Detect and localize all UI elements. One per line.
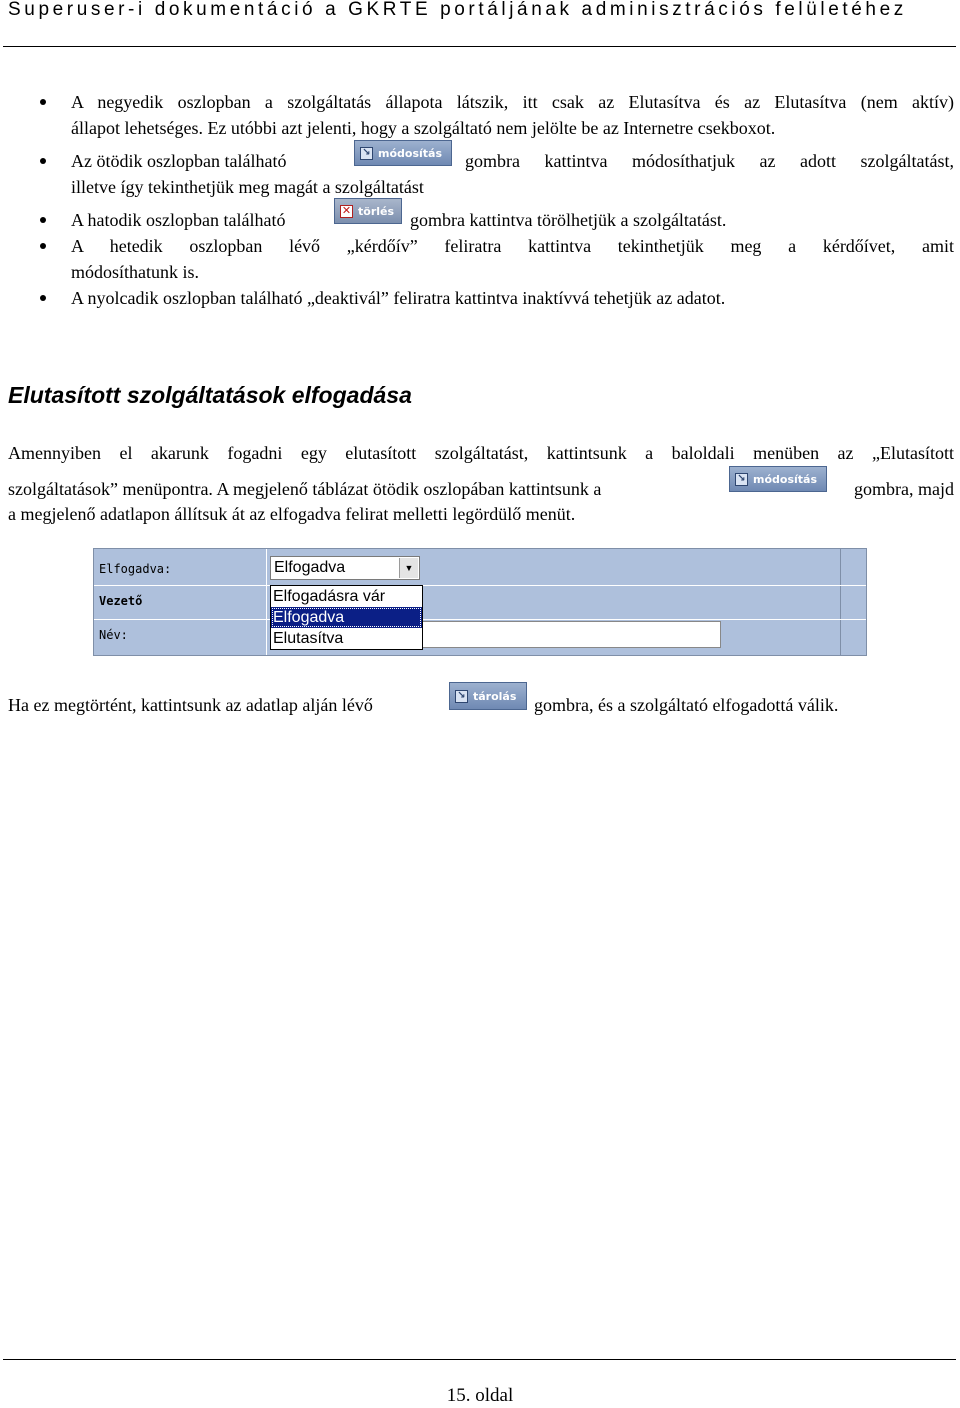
- modositas-button-label: módosítás: [753, 472, 817, 486]
- nev-label: Név:: [99, 628, 128, 642]
- acceptance-form: [93, 548, 867, 656]
- bullet-dot: [40, 243, 46, 249]
- dropdown-option[interactable]: Elutasítva: [273, 630, 344, 647]
- form-row-divider: [94, 585, 866, 586]
- document-header: Superuser-i dokumentáció a GKRTE portáljának adminisztrációs felületéhez: [8, 0, 907, 20]
- paragraph-1-line-2-after: gombra, majd: [854, 479, 954, 499]
- bullet-dot: [40, 217, 46, 223]
- header-rule: [3, 46, 956, 47]
- bullet-2-line-2: illetve így tekinthetjük meg magát a szolgáltatást: [71, 177, 424, 197]
- modositas-button-image: [354, 140, 452, 166]
- bullet-2-text-before: Az ötödik oszlopban található: [71, 151, 287, 171]
- elfogadva-select-value: Elfogadva: [274, 559, 346, 576]
- modositas-button-image: [729, 466, 827, 492]
- arrow-icon: ↘: [735, 473, 748, 486]
- bullet-4-line-1: A hetedik oszlopban lévő „kérdőív” feliratra kattintva tekinthetjük meg a kérdőívet, amit: [71, 236, 954, 256]
- nev-input[interactable]: [421, 621, 721, 648]
- bullet-2-text-after: gombra kattintva módosíthatjuk az adott szolgáltatást,: [465, 151, 954, 171]
- paragraph-1-line-1: Amennyiben el akarunk fogadni egy elutasított szolgáltatást, kattintsunk a baloldali menüben az „Elutasított: [8, 443, 954, 463]
- paragraph-1-line-3: a megjelenő adatlapon állítsuk át az elfogadva felirat melletti legördülő menüt.: [8, 504, 576, 524]
- triangle-down-icon[interactable]: ▼: [399, 558, 418, 578]
- vezeto-label: Vezető: [99, 594, 143, 608]
- bullet-1-line-1: A negyedik oszlopban a szolgáltatás állapota látszik, itt csak az Elutasítva és az Elutasítva (nem aktív): [71, 92, 954, 112]
- torles-button-label: törlés: [358, 204, 395, 218]
- arrow-icon: ↘: [455, 690, 468, 703]
- elfogadva-select[interactable]: [270, 556, 420, 580]
- bullet-3-text-after: gombra kattintva törölhetjük a szolgáltatást.: [410, 210, 727, 230]
- bullet-3-text-before: A hatodik oszlopban található: [71, 210, 286, 230]
- bullet-5-line-1: A nyolcadik oszlopban található „deaktivál” feliratra kattintva inaktívvá tehetjük az adatot.: [71, 288, 726, 308]
- form-row-divider: [94, 619, 866, 620]
- torles-button-image: [334, 198, 402, 224]
- bullet-1-line-2: állapot lehetséges. Ez utóbbi azt jelenti, hogy a szolgáltató nem jelölte be az Internetre csekboxot.: [71, 118, 776, 138]
- arrow-icon: ↘: [360, 147, 373, 160]
- dropdown-option-selected[interactable]: Elfogadva: [271, 607, 422, 628]
- page-number: 15. oldal: [446, 1385, 514, 1406]
- form-column-divider: [840, 549, 841, 655]
- tarolas-button-label: tárolás: [473, 689, 517, 703]
- dropdown-option[interactable]: Elfogadásra vár: [273, 588, 386, 605]
- bullet-4-line-2: módosíthatunk is.: [71, 262, 200, 282]
- paragraph-2-before: Ha ez megtörtént, kattintsunk az adatlap alján lévő: [8, 695, 373, 715]
- footer-rule: [3, 1359, 956, 1360]
- x-icon: ✕: [341, 204, 352, 217]
- elfogadva-dropdown-list: [270, 585, 423, 650]
- bullet-dot: [40, 99, 46, 105]
- form-column-divider: [266, 549, 267, 655]
- section-title: Elutasított szolgáltatások elfogadása: [8, 382, 412, 408]
- modositas-button-label: módosítás: [378, 146, 442, 160]
- paragraph-2-after: gombra, és a szolgáltató elfogadottá válik.: [534, 695, 839, 715]
- bullet-dot: [40, 295, 46, 301]
- bullet-dot: [40, 158, 46, 164]
- paragraph-1-line-2-before: szolgáltatások” menüpontra. A megjelenő táblázat ötödik oszlopában kattintsunk a: [8, 479, 602, 499]
- tarolas-button-image: [449, 682, 527, 710]
- elfogadva-label: Elfogadva:: [99, 562, 172, 576]
